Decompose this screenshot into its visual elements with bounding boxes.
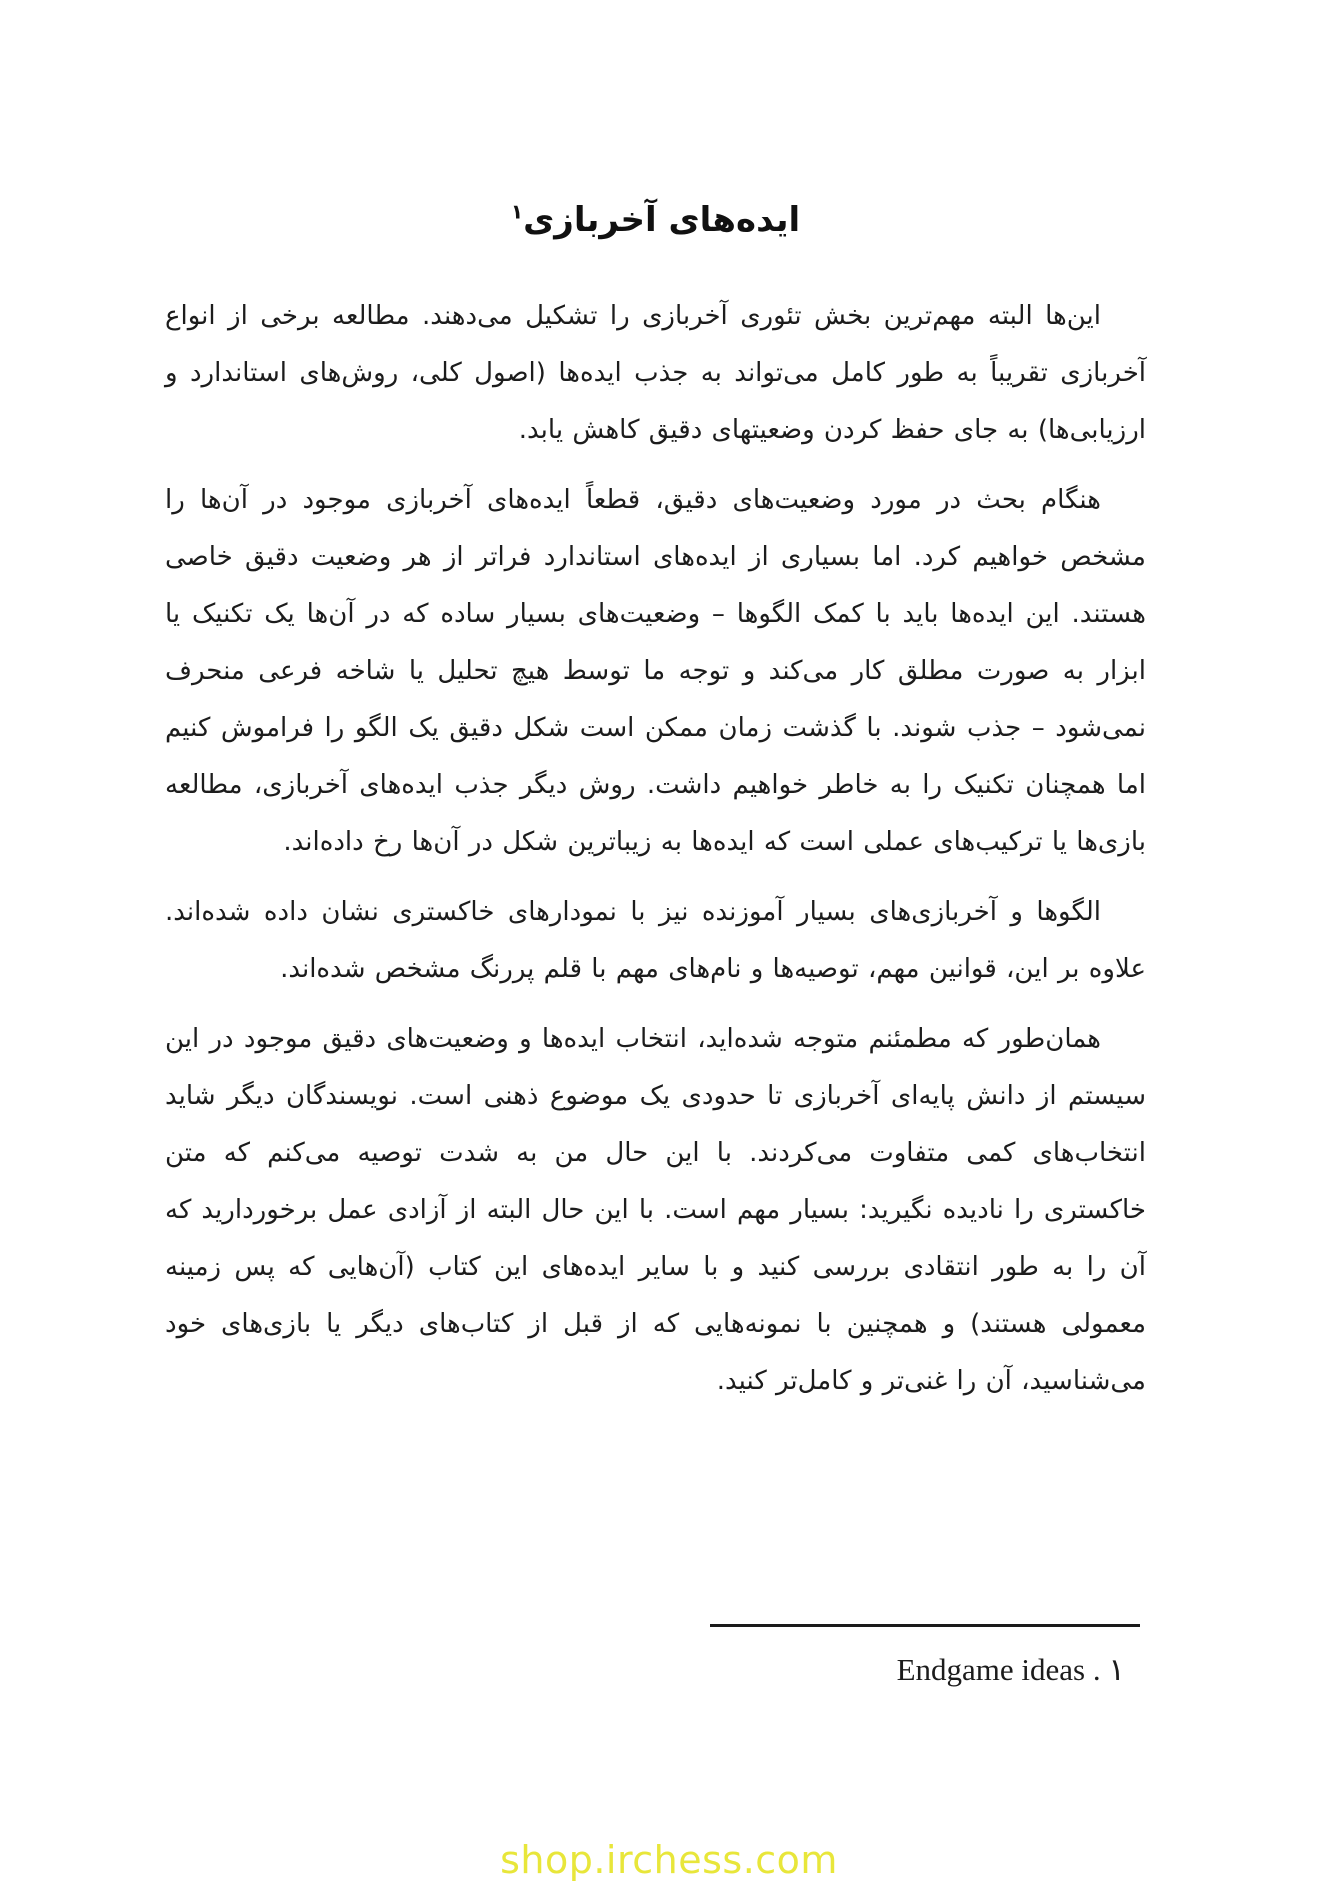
footnote: Endgame ideas . ۱ [896, 1652, 1125, 1687]
paragraph: این‌ها البته مهم‌ترین بخش تئوری آخربازی را تشکیل می‌دهند. مطالعه برخی از انواع آخربازی تقریباً به طور کامل می‌تواند به جذب ایده‌ها (اصول کلی، روش‌های استاندارد و ارزیابی‌ها) به جای حفظ کردن وضعیتهای دقیق کاهش یابد. [165, 301, 1146, 446]
paragraph: الگوها و آخربازی‌های بسیار آموزنده نیز با نمودارهای خاکستری نشان داده شده‌اند. علاوه بر این، قوانین مهم، توصیه‌ها و نام‌های مهم با قلم پررنگ مشخص شده‌اند. [165, 897, 1146, 985]
body-text [165, 288, 1146, 1410]
page-title [165, 198, 1146, 242]
page-title-text: ایده‌های آخربازی [523, 200, 801, 240]
watermark-shop-url: shop.irchess.com [500, 1838, 838, 1882]
page-content [165, 198, 1146, 1423]
footnote-divider [710, 1624, 1140, 1627]
paragraph: هنگام بحث در مورد وضعیت‌های دقیق، قطعاً ایده‌های آخربازی موجود در آن‌ها را مشخص خواهیم کرد. اما بسیاری از ایده‌های استاندارد فراتر از هر وضعیت دقیق خاصی هستند. این ایده‌ها باید با کمک الگوها – وضعیت‌های بسیار ساده که در آن‌ها یک تکنیک یا ابزار به صورت مطلق کار می‌کند و توجه ما توسط هیچ تحلیل یا شاخه فرعی منحرف نمی‌شود – جذب شوند. با گذشت زمان ممکن است شکل دقیق یک الگو را فراموش کنیم اما همچنان تکنیک را به خاطر خواهیم داشت. روش دیگر جذب ایده‌های آخربازی، مطالعه بازی‌ها یا ترکیب‌های عملی است که ایده‌ها به زیباترین شکل در آن‌ها رخ داده‌اند. [165, 485, 1146, 858]
paragraph: همان‌طور که مطمئنم متوجه شده‌اید، انتخاب ایده‌ها و وضعیت‌های دقیق موجود در این سیستم از دانش پایه‌ای آخربازی تا حدودی یک موضوع ذهنی است. نویسندگان دیگر شاید انتخاب‌های کمی متفاوت می‌کردند. با این حال من به شدت توصیه می‌کنم که متن خاکستری را نادیده نگیرید: بسیار مهم است. با این حال البته از آزادی عمل برخوردارید که آن را به طور انتقادی بررسی کنید و با سایر ایده‌های این کتاب (آن‌هایی که پس زمینه معمولی هستند) و همچنین با نمونه‌هایی که از قبل از کتاب‌های دیگر یا بازی‌های خود می‌شناسید، آن را غنی‌تر و کامل‌تر کنید. [165, 1024, 1146, 1397]
title-footnote-marker: ۱ [510, 199, 524, 224]
